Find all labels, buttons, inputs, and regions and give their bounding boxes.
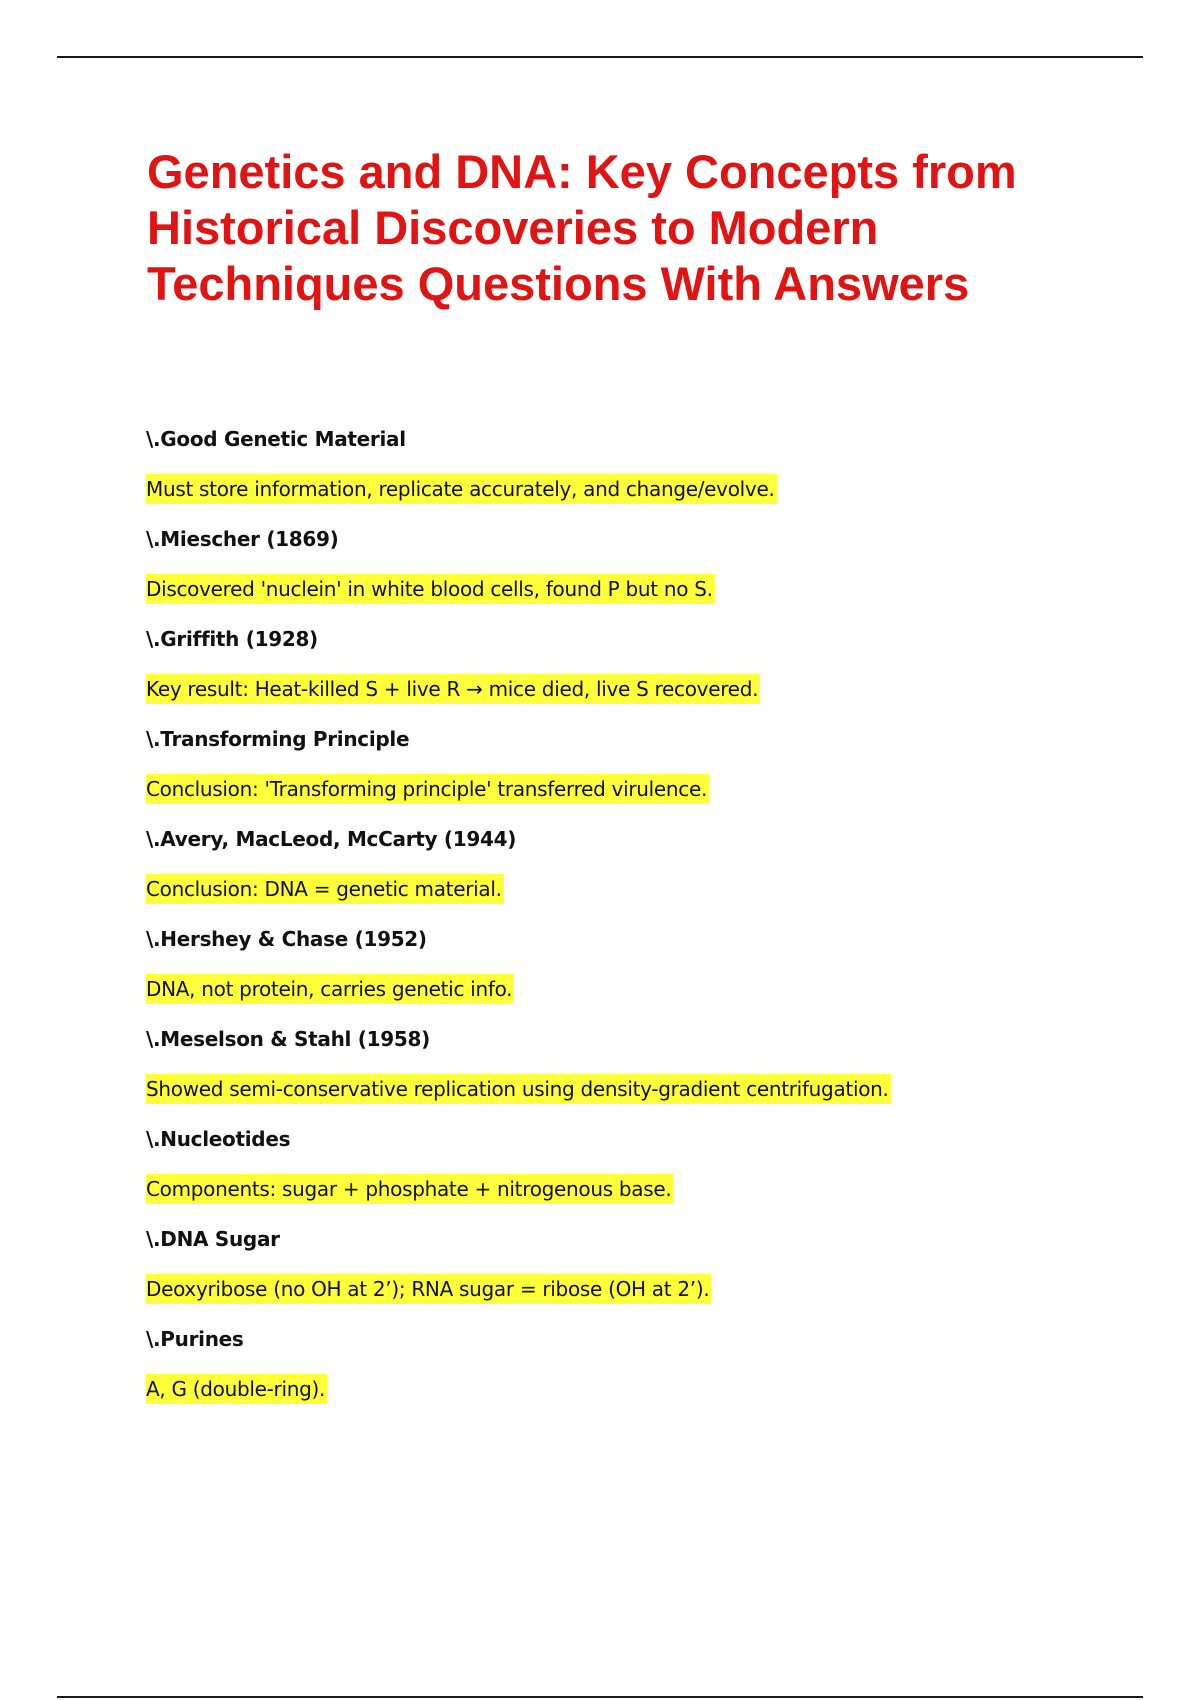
highlighted-answer: A, G (double-ring).: [146, 1374, 327, 1404]
qa-item: [146, 1324, 1126, 1424]
answer-row: [146, 474, 1126, 524]
qa-item: [146, 1124, 1126, 1224]
question-text: \.Transforming Principle: [146, 727, 410, 751]
qa-item: [146, 724, 1126, 824]
question-text: \.Purines: [146, 1327, 244, 1351]
qa-item: [146, 924, 1126, 1024]
qa-item: [146, 424, 1126, 524]
answer-row: [146, 574, 1126, 624]
document-title: [147, 144, 1107, 312]
highlighted-answer: Components: sugar + phosphate + nitrogenous base.: [146, 1174, 673, 1204]
question-text: \.Griffith (1928): [146, 627, 318, 651]
question-text: \.DNA Sugar: [146, 1227, 280, 1251]
highlighted-answer: Conclusion: 'Transforming principle' transferred virulence.: [146, 774, 709, 804]
highlighted-answer: Showed semi-conservative replication using density-gradient centrifugation.: [146, 1074, 891, 1104]
answer-row: [146, 674, 1126, 724]
highlighted-answer: Conclusion: DNA = genetic material.: [146, 874, 504, 904]
qa-list: [146, 424, 1126, 1424]
qa-item: [146, 824, 1126, 924]
qa-item: [146, 524, 1126, 624]
highlighted-answer: DNA, not protein, carries genetic info.: [146, 974, 514, 1004]
bottom-rule: [57, 1696, 1143, 1698]
highlighted-answer: Deoxyribose (no OH at 2’); RNA sugar = ribose (OH at 2’).: [146, 1274, 711, 1304]
answer-row: [146, 1374, 1126, 1424]
question-text: \.Meselson & Stahl (1958): [146, 1027, 430, 1051]
question-text: \.Good Genetic Material: [146, 427, 406, 451]
top-rule: [57, 56, 1143, 58]
qa-item: [146, 1224, 1126, 1324]
answer-row: [146, 874, 1126, 924]
highlighted-answer: Key result: Heat-killed S + live R → mice died, live S recovered.: [146, 674, 760, 704]
answer-row: [146, 1174, 1126, 1224]
highlighted-answer: Must store information, replicate accurately, and change/evolve.: [146, 474, 777, 504]
answer-row: [146, 1074, 1126, 1124]
question-text: \.Nucleotides: [146, 1127, 291, 1151]
question-text: \.Hershey & Chase (1952): [146, 927, 427, 951]
answer-row: [146, 974, 1126, 1024]
qa-item: [146, 624, 1126, 724]
qa-item: [146, 1024, 1126, 1124]
highlighted-answer: Discovered 'nuclein' in white blood cells, found P but no S.: [146, 574, 715, 604]
answer-row: [146, 1274, 1126, 1324]
title-line-1: Genetics and DNA: Key Concepts from: [147, 145, 1017, 198]
question-text: \.Avery, MacLeod, McCarty (1944): [146, 827, 517, 851]
title-line-2: Historical Discoveries to Modern: [147, 201, 879, 254]
answer-row: [146, 774, 1126, 824]
title-line-3: Techniques Questions With Answers: [147, 257, 970, 310]
question-text: \.Miescher (1869): [146, 527, 339, 551]
